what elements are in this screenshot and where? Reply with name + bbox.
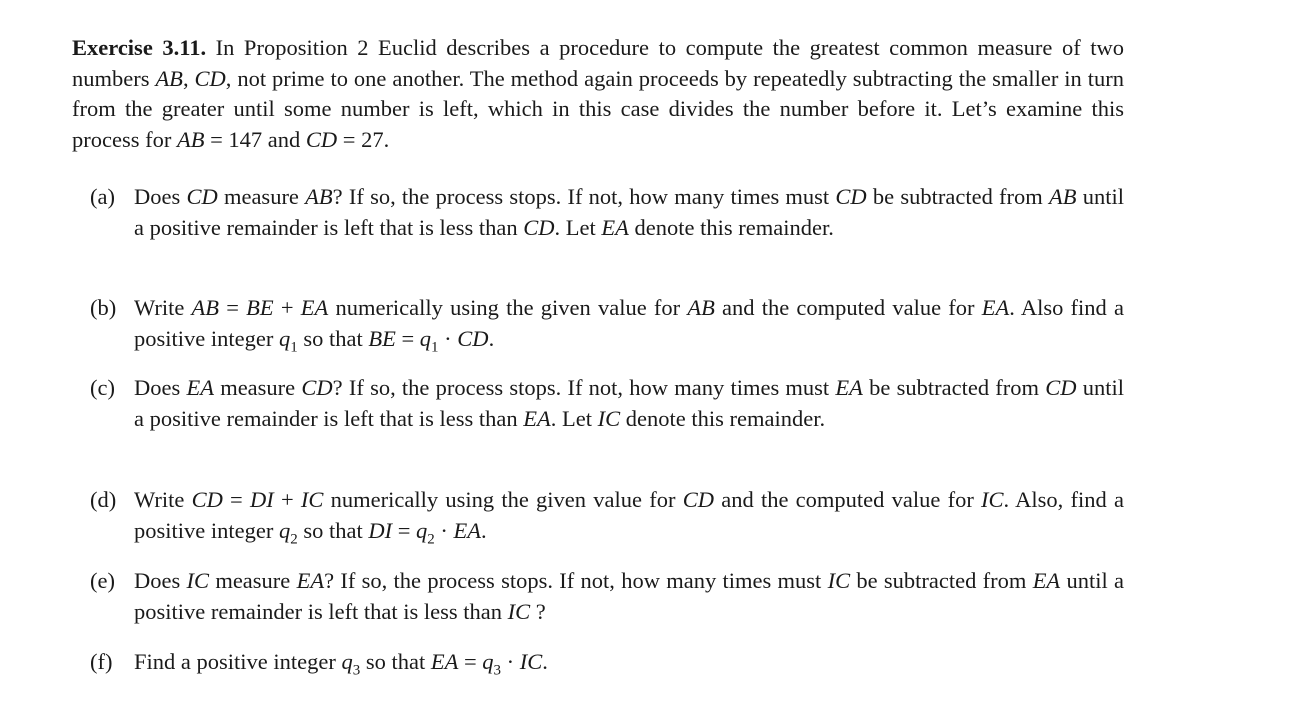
text-run: . Also find a positive integer bbox=[134, 295, 1124, 351]
text-run: Does bbox=[134, 568, 187, 593]
text-run: denote this remainder. bbox=[620, 405, 826, 431]
part-text bbox=[134, 485, 1124, 546]
text-run: . Also, find a positive integer bbox=[134, 487, 1124, 543]
text-run: so that bbox=[297, 325, 369, 351]
math-var: CD bbox=[523, 214, 555, 240]
text-run: until a positive remainder is left that is less than bbox=[134, 375, 1125, 431]
math-var: EA bbox=[296, 568, 325, 593]
math-var: q bbox=[419, 325, 432, 351]
math-var: CD bbox=[682, 487, 714, 512]
math-var: AB bbox=[1049, 184, 1077, 209]
part-label: (f) bbox=[90, 649, 113, 674]
text-run: measure bbox=[209, 568, 297, 593]
part-text bbox=[134, 647, 1124, 678]
intro-text-2: , bbox=[182, 65, 195, 91]
math-subscript: 1 bbox=[290, 339, 298, 355]
math-var: AB bbox=[191, 295, 220, 320]
part-text bbox=[134, 182, 1124, 243]
intro-text-4: = 147 and bbox=[204, 126, 306, 152]
text-run: . Let bbox=[554, 214, 602, 240]
math-subscript: 2 bbox=[427, 531, 435, 547]
text-run: . bbox=[481, 517, 487, 543]
text-run: be subtracted from bbox=[862, 375, 1046, 400]
text-run: . Let bbox=[550, 405, 598, 431]
text-run: be subtracted from bbox=[850, 568, 1033, 593]
math-var: EA bbox=[1032, 568, 1061, 593]
text-run: and the computed value for bbox=[713, 487, 982, 512]
exercise-label: Exercise 3.11. bbox=[72, 35, 207, 60]
text-run: and the computed value for bbox=[714, 295, 982, 320]
intro-text-5: = 27. bbox=[337, 126, 390, 152]
math-var: EA bbox=[981, 295, 1010, 320]
math-var: BE bbox=[368, 325, 396, 351]
text-run: denote this remainder. bbox=[628, 214, 834, 240]
text-run: Write bbox=[134, 295, 192, 320]
exercise-part bbox=[90, 647, 1124, 678]
text-run: Write bbox=[134, 487, 192, 512]
text-run: ? If so, the process stops. If not, how many times must bbox=[332, 375, 836, 400]
intro-text-3: , not prime to one another. The method again proceeds by repeatedly subtracting the smaller in turn from the greater until some number is left, which in this case divides the number before it. Let’s examine this process for bbox=[72, 65, 1124, 152]
math-subscript: 1 bbox=[431, 339, 439, 355]
math-var: DI bbox=[368, 517, 393, 543]
math-var: IC bbox=[519, 649, 543, 674]
part-label: (e) bbox=[90, 568, 115, 593]
math-var: DI bbox=[250, 487, 274, 512]
math-var: q bbox=[416, 517, 428, 543]
part-label: (b) bbox=[90, 295, 117, 320]
text-run: . bbox=[542, 649, 548, 674]
math-var: q bbox=[278, 517, 291, 543]
part-label: (d) bbox=[90, 487, 117, 512]
exercise-part bbox=[90, 485, 1124, 546]
math-var: IC bbox=[827, 568, 851, 593]
text-run: + bbox=[273, 487, 301, 512]
math-var: EA bbox=[430, 649, 459, 674]
text-run: · bbox=[438, 325, 458, 351]
math-var: CD bbox=[301, 375, 333, 400]
exercise-intro bbox=[72, 33, 1124, 155]
part-label: (a) bbox=[90, 184, 115, 209]
text-run: until a positive remainder is left that is less than bbox=[134, 568, 1125, 624]
text-run: measure bbox=[213, 375, 302, 400]
math-ab: AB bbox=[176, 126, 205, 152]
intro-text-1: In Proposition 2 Euclid describes a procedure to compute the greatest common measure of two numbers bbox=[72, 35, 1124, 91]
text-run: so that bbox=[360, 649, 431, 674]
text-run: ? bbox=[530, 598, 546, 624]
part-text bbox=[134, 373, 1124, 434]
part-label: (c) bbox=[90, 375, 115, 400]
math-subscript: 3 bbox=[493, 662, 502, 679]
math-var: CD bbox=[1045, 375, 1077, 400]
math-var: q bbox=[341, 649, 353, 674]
math-var: CD bbox=[191, 487, 223, 512]
math-var: AB bbox=[305, 184, 333, 209]
text-run: measure bbox=[217, 184, 306, 209]
math-cd: CD bbox=[305, 126, 338, 152]
math-var: CD bbox=[186, 184, 218, 209]
math-var: EA bbox=[835, 375, 863, 400]
math-var: EA bbox=[601, 214, 629, 240]
math-var: CD bbox=[457, 325, 489, 351]
text-run: ? If so, the process stops. If not, how many times must bbox=[332, 184, 836, 209]
text-run: = bbox=[395, 325, 420, 351]
math-ab: AB bbox=[155, 65, 183, 91]
text-run: = bbox=[392, 517, 417, 543]
text-run: + bbox=[273, 295, 301, 320]
math-var: EA bbox=[453, 517, 482, 543]
text-run: = bbox=[458, 649, 483, 674]
math-var: IC bbox=[507, 598, 531, 624]
part-text bbox=[134, 566, 1124, 627]
part-text bbox=[134, 293, 1124, 354]
exercise-part bbox=[90, 566, 1124, 627]
exercise-part bbox=[90, 293, 1124, 354]
math-var: q bbox=[482, 649, 494, 674]
math-var: CD bbox=[835, 184, 867, 209]
math-cd: CD bbox=[194, 65, 226, 91]
math-var: EA bbox=[300, 295, 329, 320]
math-var: EA bbox=[523, 405, 551, 431]
text-run: · bbox=[501, 649, 520, 674]
math-var: EA bbox=[186, 375, 214, 400]
math-subscript: 3 bbox=[352, 662, 361, 679]
text-run: = bbox=[219, 295, 247, 320]
text-run: numerically using the given value for bbox=[328, 295, 688, 320]
text-run: until a positive remainder is left that is less than bbox=[134, 184, 1125, 240]
exercise-part bbox=[90, 373, 1124, 434]
text-run: Find a positive integer bbox=[134, 649, 342, 674]
math-var: BE bbox=[246, 295, 274, 320]
math-var: q bbox=[278, 325, 291, 351]
text-run: be subtracted from bbox=[866, 184, 1050, 209]
math-var: AB bbox=[687, 295, 715, 320]
text-run: numerically using the given value for bbox=[323, 487, 683, 512]
text-run: Does bbox=[134, 375, 187, 400]
text-run: . bbox=[488, 325, 495, 351]
text-run: · bbox=[434, 517, 454, 543]
math-var: IC bbox=[186, 568, 210, 593]
math-var: IC bbox=[300, 487, 324, 512]
text-run: so that bbox=[297, 517, 369, 543]
text-run: ? If so, the process stops. If not, how many times must bbox=[324, 568, 828, 593]
math-var: IC bbox=[981, 487, 1004, 512]
text-run: = bbox=[222, 487, 250, 512]
text-run: Does bbox=[134, 184, 187, 209]
exercise-part bbox=[90, 182, 1124, 243]
math-var: IC bbox=[597, 405, 621, 431]
math-subscript: 2 bbox=[290, 531, 298, 547]
